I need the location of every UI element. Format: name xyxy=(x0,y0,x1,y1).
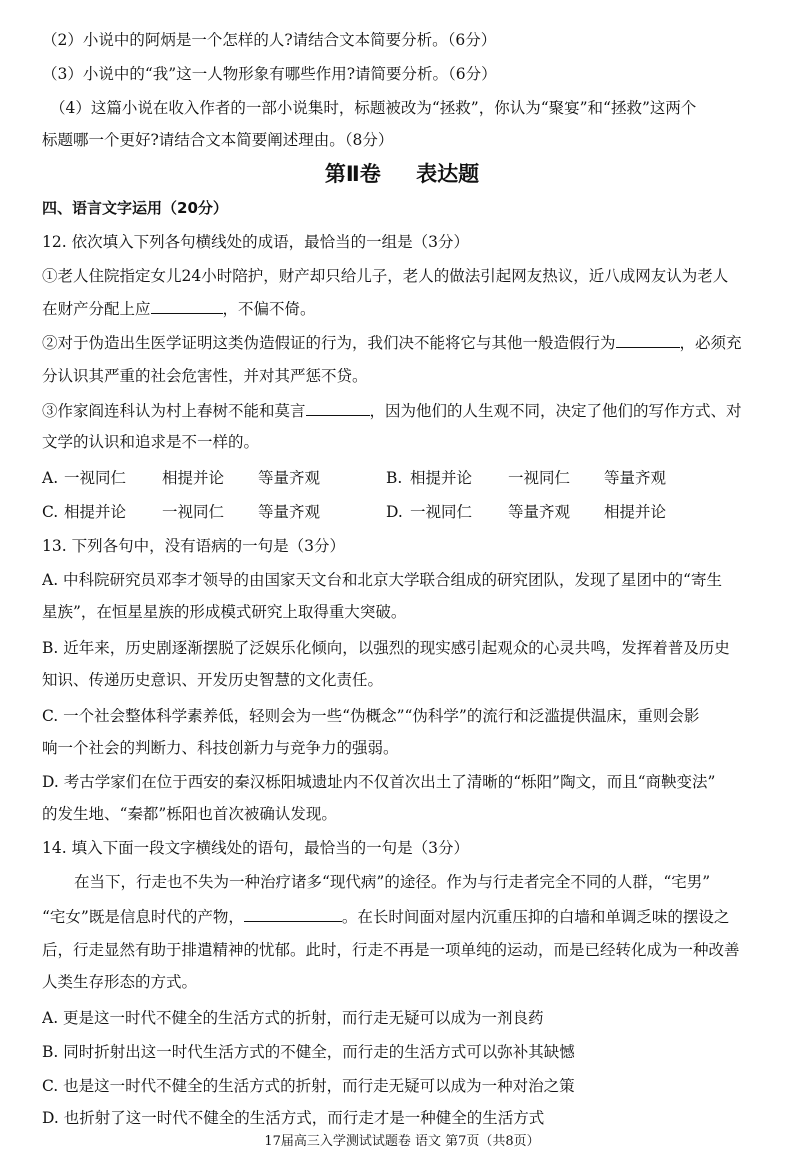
answer-blank xyxy=(151,298,223,314)
q13-option-c-line2: 响一个社会的判断力、科技创新力与竞争力的强弱。 xyxy=(42,739,399,757)
q14-option-c: C. 也是这一时代不健全的生活方式的折射，而行走无疑可以成为一种对治之策 xyxy=(42,1077,575,1095)
q12-option-a-word1: 一视同仁 xyxy=(64,469,127,487)
q12-option-d-word3: 相提并论 xyxy=(604,503,667,521)
q14-option-d: D. 也折射了这一时代不健全的生活方式，而行走才是一种健全的生活方式 xyxy=(42,1109,545,1127)
question-4-4-line2: 标题哪一个更好?请结合文本简要阐述理由。（8分） xyxy=(42,131,394,149)
q12-option-d-word1: 一视同仁 xyxy=(410,503,473,521)
q13-option-a-line2: 星族”，在恒星星族的形成模式研究上取得重大突破。 xyxy=(42,603,407,621)
q14-passage-line1: 在当下，行走也不失为一种治疗诸多“现代病”的途径。作为与行走者完全不同的人群，“宅男” xyxy=(74,873,711,891)
q12-sentence2-line2: 分认识其严重的社会危害性，并对其严惩不贷。 xyxy=(42,367,368,385)
question-4-4-line1: （4）这篇小说在收入作者的一部小说集时，标题被改为“拯救”，你认为“聚宴”和“拯救”这两个 xyxy=(50,99,697,117)
q13-option-d-line1: D. 考古学家们在位于西安的秦汉栎阳城遗址内不仅首次出土了清晰的“栎阳”陶文，而且“商鞅变法” xyxy=(42,773,716,791)
q13-stem: 13. 下列各句中，没有语病的一句是（3分） xyxy=(42,537,345,555)
q12-sentence1-line2 xyxy=(42,298,764,319)
q12-option-c-word1: 相提并论 xyxy=(64,503,127,521)
q12-sentence1-line1: ①老人住院指定女儿24小时陪护，财产却只给儿子，老人的做法引起网友热议，近八成网友认为老人 xyxy=(42,267,729,285)
q12-option-c-word2: 一视同仁 xyxy=(162,503,225,521)
q13-option-a-line1: A. 中科院研究员邓李才领导的由国家天文台和北京大学联合组成的研究团队，发现了星团中的“寄生 xyxy=(42,571,722,589)
q13-option-b-line2: 知识、传递历史意识、开发历史智慧的文化责任。 xyxy=(42,671,384,689)
q12-option-c-word3: 等量齐观 xyxy=(258,503,321,521)
q12-sentence3-line1 xyxy=(42,400,764,421)
q14-passage-line2 xyxy=(42,906,764,927)
q12-s2-text-a: ②对于伪造出生医学证明这类伪造假证的行为，我们决不能将它与其他一般造假行为 xyxy=(42,334,616,352)
q14-option-b: B. 同时折射出这一时代生活方式的不健全，而行走的生活方式可以弥补其缺憾 xyxy=(42,1043,575,1061)
q12-option-c-label: C. xyxy=(42,503,59,521)
question-4-3: （3）小说中的“我”这一人物形象有哪些作用?请简要分析。（6分） xyxy=(42,65,497,83)
q13-option-d-line2: 的发生地、“秦都”栎阳也首次被确认发现。 xyxy=(42,805,337,823)
q12-option-a-word2: 相提并论 xyxy=(162,469,225,487)
question-4-2: （2）小说中的阿炳是一个怎样的人?请结合文本简要分析。（6分） xyxy=(42,31,497,49)
q12-stem: 12. 依次填入下列各句横线处的成语，最恰当的一组是（3分） xyxy=(42,233,469,251)
q12-s3-text-a: ③作家阎连科认为村上春树不能和莫言 xyxy=(42,402,306,420)
q14-passage-text-a: “宅女”既是信息时代的产物， xyxy=(42,908,244,926)
q12-option-d-word2: 等量齐观 xyxy=(508,503,571,521)
q12-option-b-word2: 一视同仁 xyxy=(508,469,571,487)
answer-blank xyxy=(244,906,342,922)
q12-option-d-label: D. xyxy=(386,503,403,521)
volume-title: 第Ⅱ卷 表达题 xyxy=(324,162,480,186)
answer-blank xyxy=(306,400,370,416)
q12-option-b-label: B. xyxy=(386,469,403,487)
q14-option-a: A. 更是这一时代不健全的生活方式的折射，而行走无疑可以成为一剂良药 xyxy=(42,1009,544,1027)
q14-passage-line4: 人类生存形态的方式。 xyxy=(42,973,198,991)
q12-option-b-word1: 相提并论 xyxy=(410,469,473,487)
q12-option-a-word3: 等量齐观 xyxy=(258,469,321,487)
q12-sentence2-line1 xyxy=(42,332,764,353)
q12-s2-text-b: ，必须充 xyxy=(679,334,742,352)
q12-s3-text-b: ，因为他们的人生观不同，决定了他们的写作方式、对 xyxy=(369,402,742,420)
q12-sentence3-line2: 文学的认识和追求是不一样的。 xyxy=(42,433,260,451)
q12-option-a-label: A. xyxy=(42,469,59,487)
q13-option-b-line1: B. 近年来，历史剧逐渐摆脱了泛娱乐化倾向，以强烈的现实感引起观众的心灵共鸣，发挥着普及历史 xyxy=(42,639,730,657)
page-footer: 17届高三入学测试试题卷 语文 第7页（共8页） xyxy=(264,1134,540,1149)
q13-option-c-line1: C. 一个社会整体科学素养低，轻则会为一些“伪概念”“伪科学”的流行和泛滥提供温床，重则会影 xyxy=(42,707,700,725)
q12-option-b-word3: 等量齐观 xyxy=(604,469,667,487)
answer-blank xyxy=(616,332,680,348)
q14-stem: 14. 填入下面一段文字横线处的语句，最恰当的一句是（3分） xyxy=(42,839,469,857)
q12-s1-text-a: 在财产分配上应 xyxy=(42,300,151,318)
q12-s1-text-b: ，不偏不倚。 xyxy=(222,300,316,318)
q14-passage-text-b: 。在长时间面对屋内沉重压抑的白墙和单调乏味的摆设之 xyxy=(341,908,730,926)
q14-passage-line3: 后，行走显然有助于排遣精神的忧郁。此时，行走不再是一项单纯的运动，而是已经转化成为一种改善 xyxy=(42,941,740,959)
section-heading: 四、语言文字运用（20分） xyxy=(42,199,228,217)
